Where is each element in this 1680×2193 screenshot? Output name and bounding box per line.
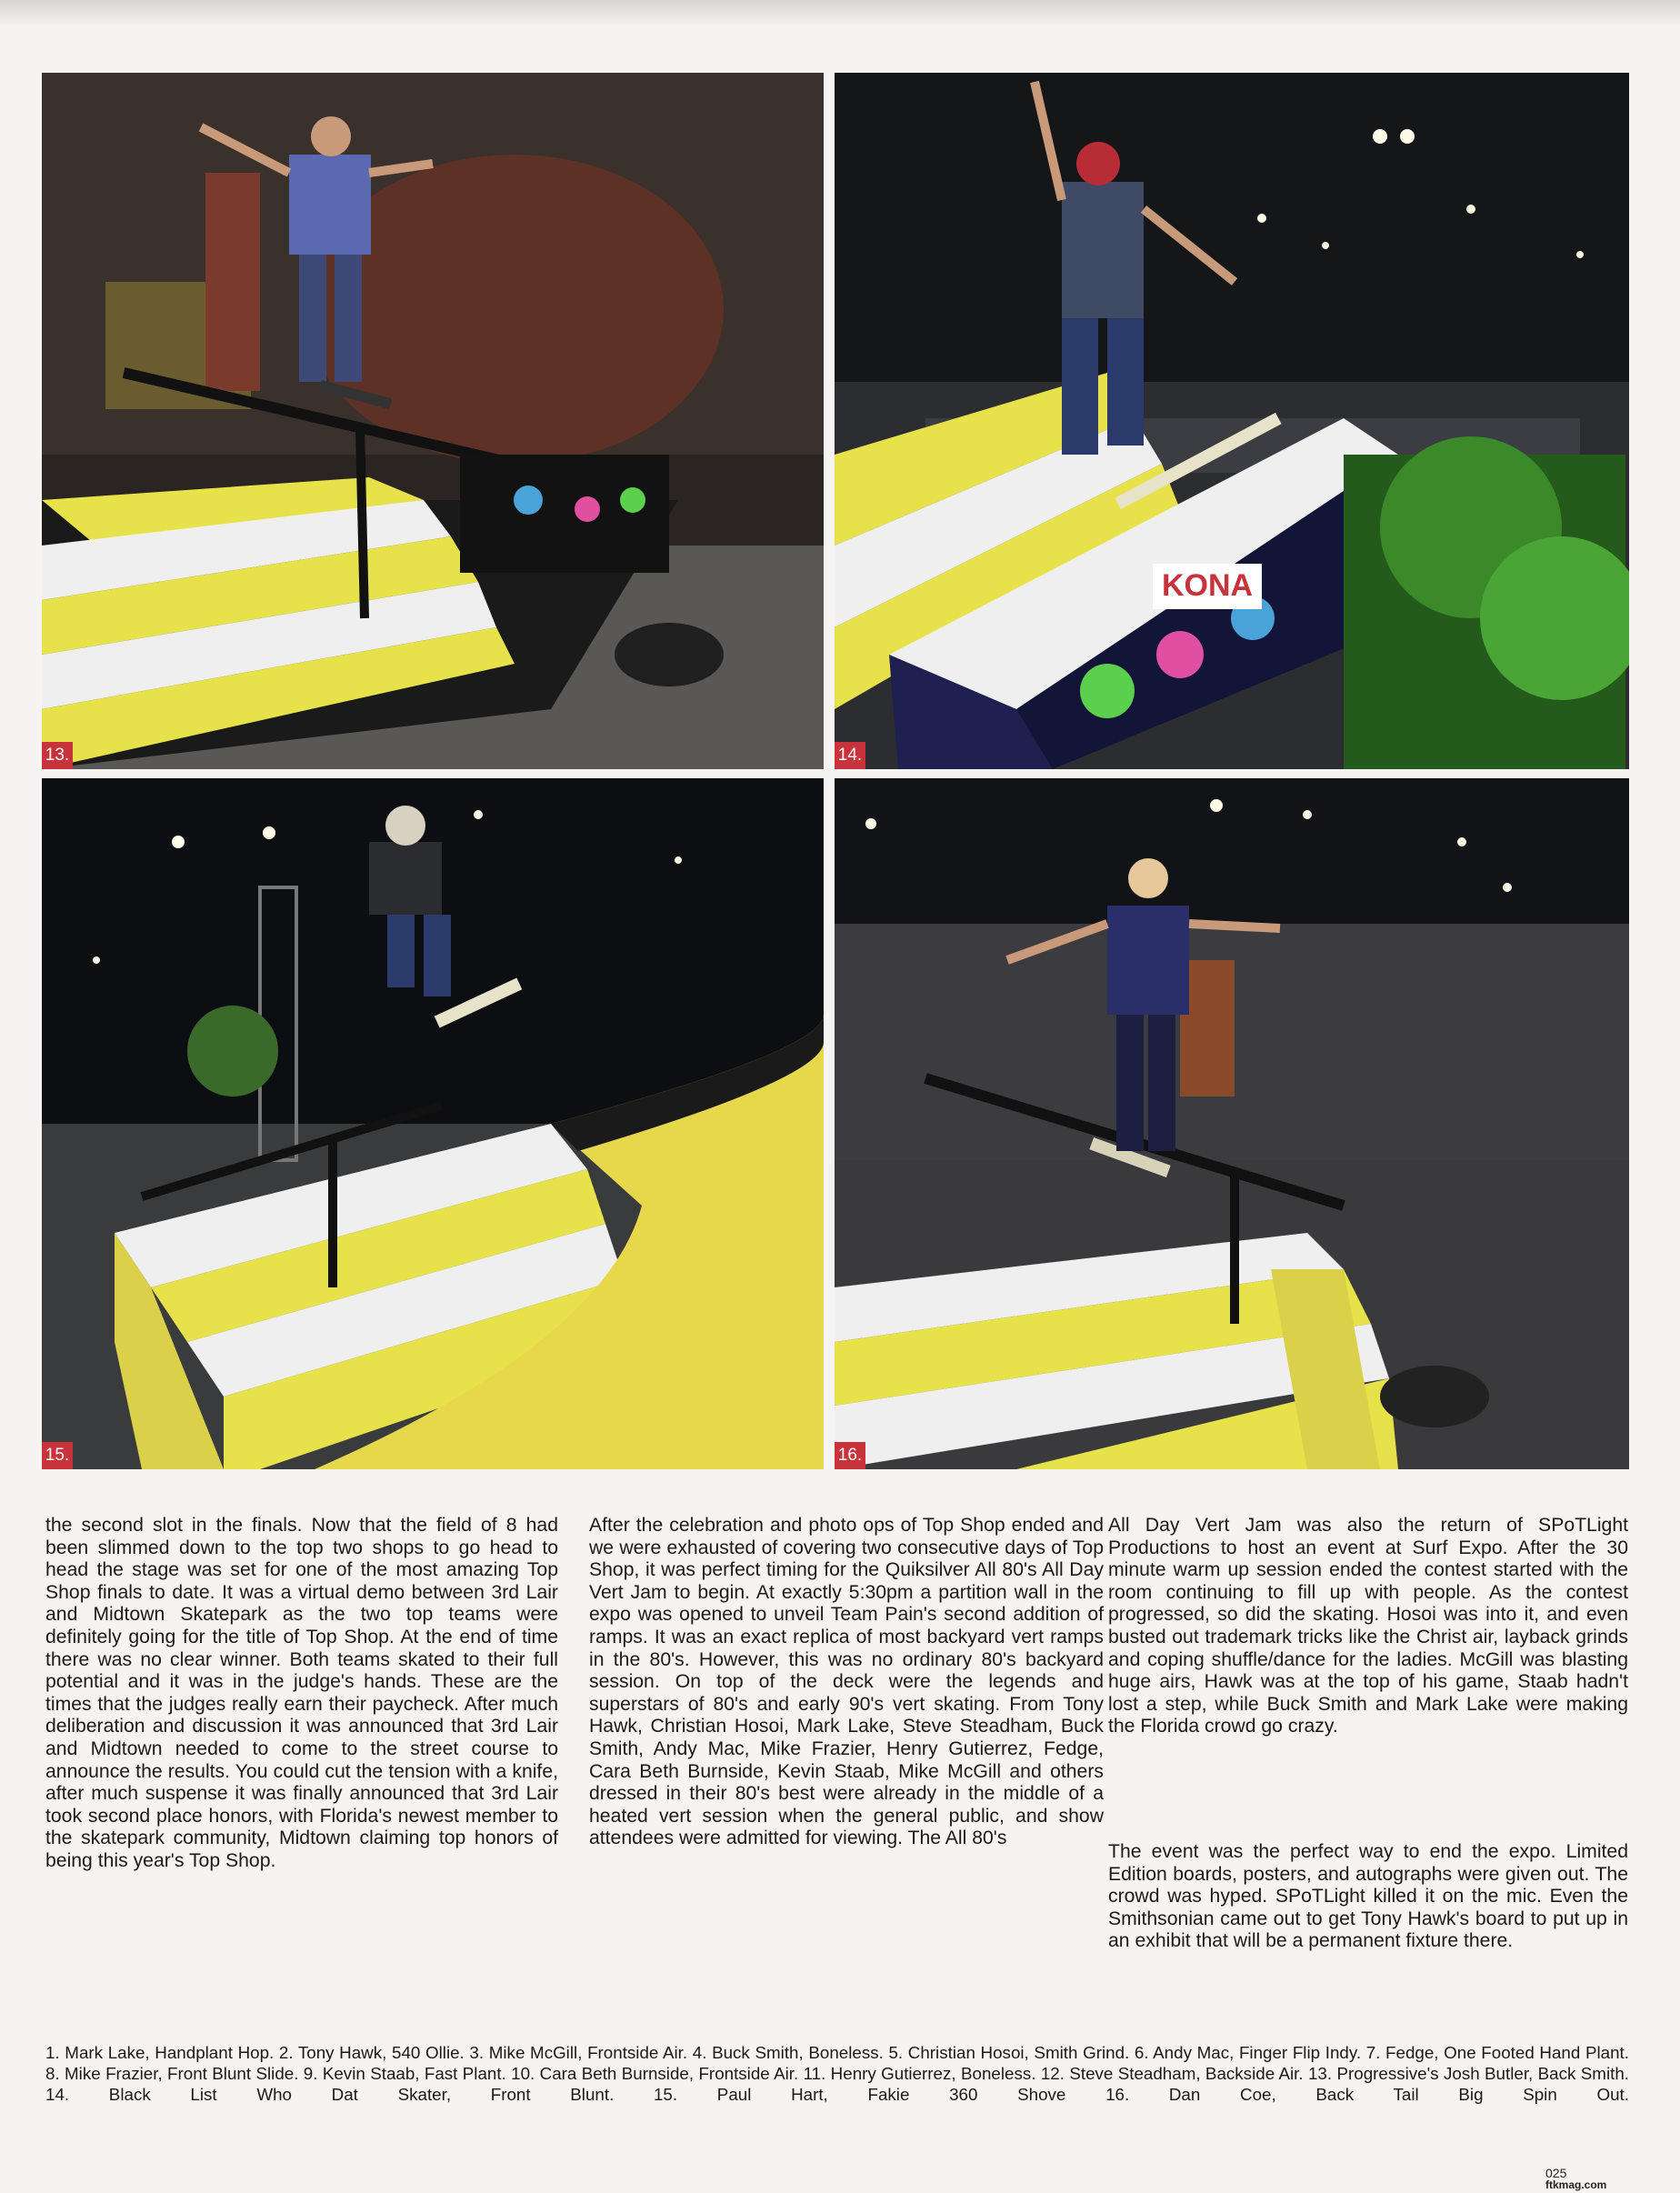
page-number: 025 [1545,2166,1567,2180]
page-top-edge [0,0,1680,25]
photo-13-illustration [42,73,824,769]
article-column-2: After the celebration and photo ops of Top Shop ended and we were exhausted of covering two consecutive days of Top Shop, it was perfect timing for the Quiksilver All 80's All Day Vert Jam to begin. At exactly 5:30pm a partition wall in the expo was opened to unveil Team Pain's second addition of ramps. It was an exact replica of most backyard vert ramps in the 80's. However, this was no ordinary 80's backyard session. On top of the deck were the legends and superstars of 80's and early 90's vert skating. From Tony Hawk, Christian Hosoi, Mark Lake, Steve Steadham, Buck Smith, Andy Mac, Mike Frazier, Henry Gutierrez, Fedge, Cara Beth Burnside, Kevin Staab, Mike McGill and others dressed in their 80's best were already in the middle of a heated vert session when the general public, and show attendees were admitted for viewing. The All 80's [589,1515,1104,1849]
site-url: ftkmag.com [1545,2178,1607,2191]
photo-number: 14. [835,742,865,769]
article-column-1: the second slot in the finals. Now that the field of 8 had been slimmed down to the top two shops to go head to head the stage was set for one of the most amazing Top Shop finals to date. It was a virtual demo between 3rd Lair and Midtown Skatepark as the two top teams were definitely going for the title of Top Shop. At the end of time there was no clear winner. Both teams skated to their full potential and it was in the judge's hands. These are the times that the judges really earn their paycheck. After much deliberation and discussion it was announced that 3rd Lair and Midtown needed to come to the street course to announce the results. You could cut the tension with a knife, after much suspense it was finally announced that 3rd Lair took second place honors, with Florida's newest member to the skatepark community, Midtown claiming top honors of being this year's Top Shop. [45,1515,558,1871]
photo-16 [835,778,1629,1469]
photo-number: 15. [42,1442,73,1469]
svg-text:KONA: KONA [1161,568,1254,603]
article-column-3-paragraph-2: The event was the perfect way to end the expo. Limited Edition boards, posters, and autographs were given out. The crowd was hyped. SPoTLight killed it on the mic. Even the Smithsonian came out to get Tony Hawk's board to put up in an exhibit that will be a permanent fixture there. [1108,1841,1628,1952]
photo-14 [835,73,1629,769]
article-column-3: All Day Vert Jam was also the return of SPoTLight Productions to host an event at Surf Expo. After the 30 minute warm up session ended the contest started with the room continuing to fill up with people. As the contest progressed, so did the skating. Hosoi was into it, and even busted out trademark tricks like the Christ air, layback grinds and coping shuffle/dance for the ladies. McGill was blasting huge airs, Hawk was at the top of his game, Staab hadn't lost a step, while Buck Smith and Mark Lake were making the Florida crowd go crazy. [1108,1515,1628,1737]
photo-number: 16. [835,1442,865,1469]
photo-16-illustration [835,778,1629,1469]
photo-14-illustration [835,73,1629,769]
photo-15 [42,778,824,1469]
photo-15-illustration [42,778,824,1469]
photo-captions: 1. Mark Lake, Handplant Hop. 2. Tony Hawk, 540 Ollie. 3. Mike McGill, Frontside Air. 4. Buck Smith, Boneless. 5. Christian Hosoi, Smith Grind. 6. Andy Mac, Finger Flip Indy. 7. Fedge, One Footed Hand Plant. 8. Mike Frazier, Front Blunt Slide. 9. Kevin Staab, Fast Plant. 10. Cara Beth Burnside, Frontside Air. 11. Henry Gutierrez, Boneless. 12. Steve Steadham, Backside Air. 13. Progressive's Josh Butler, Back Smith. 14. Black List Who Dat Skater, Front Blunt. 15. Paul Hart, Fakie 360 Shove 16. Dan Coe, Back Tail Big Spin Out. [45,2043,1629,2104]
photo-number: 13. [42,742,73,769]
photo-13 [42,73,824,769]
